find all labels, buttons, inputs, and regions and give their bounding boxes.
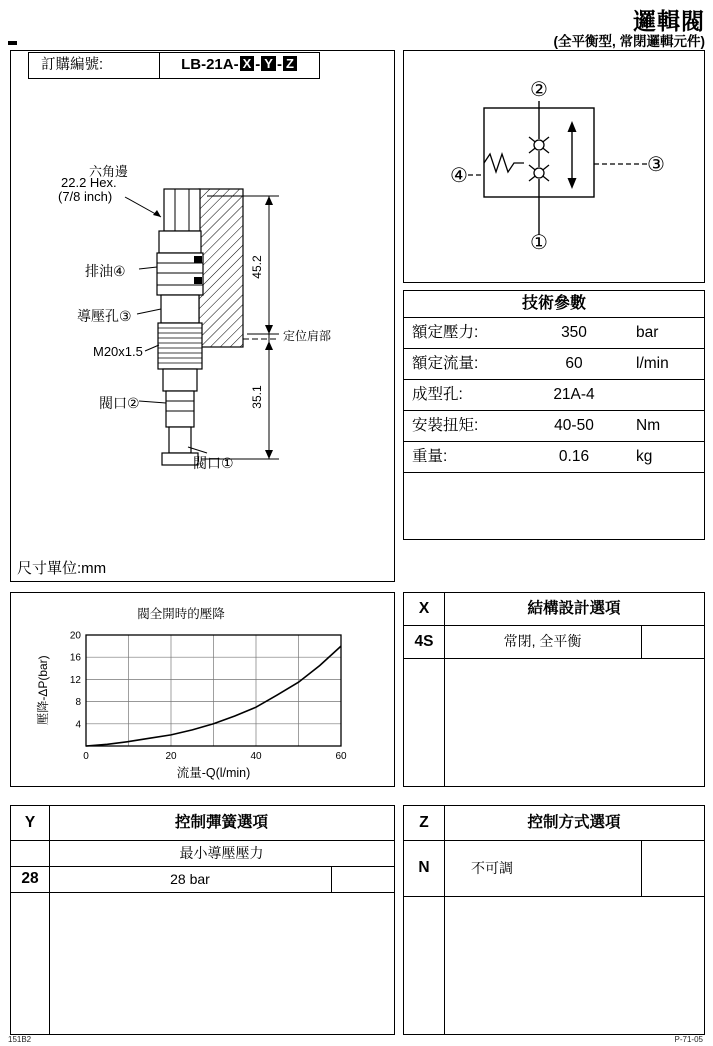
tech-row-unit	[636, 380, 704, 410]
flow-double-arrow	[568, 121, 577, 189]
svg-text:16: 16	[69, 652, 81, 664]
page-title: 邏輯閥	[633, 8, 705, 34]
tech-row-value: 0.16	[558, 448, 590, 465]
tech-table-title: 技術參數	[404, 291, 704, 318]
pilot-section	[161, 295, 199, 323]
thread-size-label: M20x1.5	[93, 344, 143, 359]
tech-row-label: 成型孔:	[412, 386, 463, 403]
option-x-code: X	[418, 600, 430, 617]
valve-collar	[159, 231, 201, 253]
symbol-port-2: ②	[530, 79, 548, 101]
symbol-port-4: ④	[450, 165, 468, 187]
option-x-title: 結構設計選項	[527, 600, 621, 617]
pilot-hole-label: 導壓孔③	[77, 308, 132, 324]
tech-row-value: 350	[561, 324, 587, 341]
option-x-row-code: 4S	[414, 633, 434, 650]
tech-row-value: 60	[565, 355, 583, 372]
svg-text:12: 12	[69, 674, 81, 686]
cartridge-cross-section-drawing	[11, 51, 393, 579]
option-z-box	[403, 805, 705, 1035]
hex-label-line2: 22.2 Hex.	[61, 175, 117, 190]
option-y-row-desc: 28 bar	[170, 871, 210, 887]
sectioned-sleeve-hatch	[199, 189, 243, 347]
spring-symbol	[484, 154, 524, 172]
poppet-check-upper	[529, 137, 549, 153]
table-row	[404, 626, 704, 659]
order-code-y-chip: Y	[261, 56, 276, 71]
pressure-drop-chart-box	[10, 592, 395, 787]
tech-row-label: 重量:	[412, 448, 448, 465]
table-row	[404, 318, 704, 349]
drain-port-label: 排油④	[85, 263, 126, 279]
order-code-prefix: LB-21A-	[181, 56, 239, 73]
option-y-title: 控制彈簧選項	[174, 814, 268, 831]
nose-section	[169, 427, 191, 453]
table-row	[404, 841, 704, 897]
option-column-divider	[444, 593, 445, 786]
tech-row-value: 21A-4	[553, 386, 595, 403]
port1-label: 閥口①	[193, 455, 234, 471]
tech-row-label: 額定流量:	[412, 355, 479, 372]
option-row-divider	[641, 841, 642, 896]
locating-shoulder-label: 定位肩部	[283, 329, 332, 343]
order-code-z-chip: Z	[283, 56, 297, 71]
order-number-box	[28, 52, 320, 79]
order-code-x-chip: X	[240, 56, 255, 71]
cartridge-drawing-box	[10, 50, 395, 582]
option-y-box	[10, 805, 395, 1035]
symbol-port-3: ③	[647, 154, 665, 176]
dimension-35	[201, 334, 279, 459]
hex-head	[164, 189, 200, 231]
chart-title: 閥全開時的壓降	[137, 607, 225, 621]
option-z-title: 控制方式選項	[527, 814, 621, 831]
table-row	[11, 867, 394, 893]
table-row	[404, 411, 704, 442]
option-x-header	[404, 593, 704, 626]
table-row	[404, 442, 704, 473]
svg-text:40: 40	[250, 751, 262, 761]
port2-section	[166, 391, 194, 427]
page-subtitle: (全平衡型, 常閉邏輯元件)	[553, 34, 705, 49]
print-corner-mark	[8, 41, 17, 45]
svg-text:20: 20	[69, 630, 81, 642]
option-y-code: Y	[24, 814, 36, 831]
tech-row-value: 40-50	[554, 417, 594, 434]
table-row	[404, 380, 704, 411]
hydraulic-symbol-diagram	[404, 51, 703, 281]
order-code-sep: -	[276, 56, 282, 73]
symbol-port-1: ①	[530, 232, 548, 254]
option-x-row-desc: 常閉, 全平衡	[503, 633, 582, 649]
order-number-label: 訂購編號:	[41, 57, 104, 73]
chart-y-axis-label: 壓降-ΔP(bar)	[36, 655, 50, 725]
hex-label-line1: 六角邊	[89, 164, 129, 179]
port2-label: 閥口②	[99, 395, 140, 411]
hex-label-line3: (7/8 inch)	[58, 189, 113, 204]
dim-lower-text: 35.1	[250, 385, 264, 409]
tech-row-unit: kg	[636, 448, 653, 465]
option-y-row-code: 28	[21, 870, 39, 887]
order-number-value	[159, 53, 319, 78]
tech-row-label: 額定壓力:	[412, 324, 479, 341]
technical-parameters-box	[403, 290, 705, 540]
table-row	[404, 349, 704, 380]
svg-text:0: 0	[83, 751, 89, 761]
tech-row-unit: Nm	[636, 417, 661, 434]
seal-ring	[194, 277, 202, 284]
option-row-divider	[641, 626, 642, 658]
seal-ring	[194, 256, 202, 263]
option-z-header	[404, 806, 704, 841]
dimension-unit-note: 尺寸單位:mm	[17, 560, 107, 577]
thread-section	[158, 323, 202, 369]
tech-row-label: 安裝扭矩:	[412, 417, 479, 434]
footer-code-left: 151B2	[8, 1035, 32, 1044]
option-z-code: Z	[419, 814, 429, 831]
option-y-sub-spacer	[11, 841, 49, 866]
table-row	[11, 841, 394, 867]
svg-text:60: 60	[335, 751, 347, 761]
option-z-row-desc: 不可調	[471, 860, 513, 876]
shoulder-section	[163, 369, 197, 391]
tech-row-unit: bar	[636, 324, 659, 341]
svg-text:20: 20	[165, 751, 177, 761]
option-x-box	[403, 592, 705, 787]
order-code-sep: -	[255, 56, 261, 73]
dim-upper-text: 45.2	[250, 255, 264, 279]
option-y-header	[11, 806, 394, 841]
poppet-check-lower	[529, 165, 549, 181]
option-y-subtitle: 最小導壓壓力	[179, 845, 264, 861]
pressure-drop-chart	[11, 627, 396, 761]
footer-code-right: P-71-05	[674, 1035, 703, 1044]
hydraulic-symbol-box	[403, 50, 705, 283]
option-z-row-code: N	[418, 859, 430, 876]
svg-text:4: 4	[75, 719, 81, 731]
svg-text:8: 8	[75, 697, 81, 709]
option-row-divider	[331, 867, 332, 892]
chart-x-axis-label: 流量-Q(l/min)	[176, 766, 251, 780]
tech-row-unit: l/min	[636, 355, 669, 372]
